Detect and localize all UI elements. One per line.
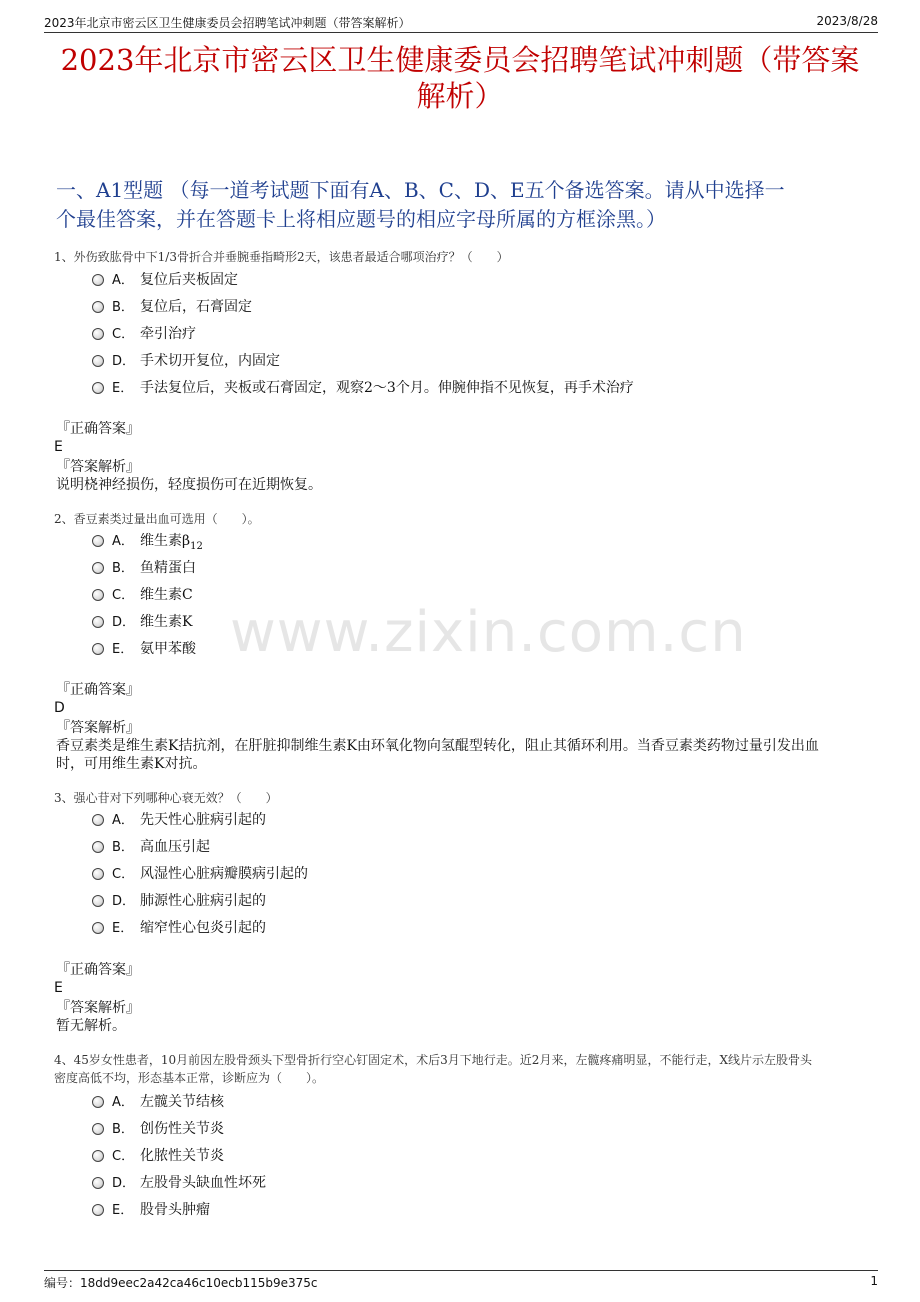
radio-icon[interactable] — [92, 355, 104, 367]
answer-value: D — [54, 700, 65, 716]
option-e[interactable]: E． 缩窄性心包炎引起的 — [92, 918, 266, 938]
radio-icon[interactable] — [92, 382, 104, 394]
option-d[interactable]: D． 左股骨头缺血性坏死 — [92, 1173, 266, 1193]
radio-icon[interactable] — [92, 814, 104, 826]
option-e[interactable]: E． 股骨头肿瘤 — [92, 1200, 210, 1220]
option-a[interactable]: A． 先天性心脏病引起的 — [92, 810, 266, 830]
radio-icon[interactable] — [92, 535, 104, 547]
option-c[interactable]: C． 牵引治疗 — [92, 324, 196, 344]
radio-icon[interactable] — [92, 616, 104, 628]
radio-icon[interactable] — [92, 1123, 104, 1135]
document-title: 2023年北京市密云区卫生健康委员会招聘笔试冲刺题（带答案 解析） — [60, 43, 860, 113]
radio-icon[interactable] — [92, 1204, 104, 1216]
option-a[interactable]: A． 左髋关节结核 — [92, 1092, 224, 1112]
option-c[interactable]: C． 维生素C — [92, 585, 193, 605]
radio-icon[interactable] — [92, 643, 104, 655]
radio-icon[interactable] — [92, 1150, 104, 1162]
option-b[interactable]: B． 创伤性关节炎 — [92, 1119, 224, 1139]
header-doc-title: 2023年北京市密云区卫生健康委员会招聘笔试冲刺题（带答案解析） — [44, 16, 411, 30]
page-footer — [44, 1270, 878, 1291]
page-header — [44, 12, 878, 33]
radio-icon[interactable] — [92, 328, 104, 340]
radio-icon[interactable] — [92, 922, 104, 934]
answer-label: 『正确答案』 — [56, 962, 140, 978]
option-c[interactable]: C． 风湿性心脏病瓣膜病引起的 — [92, 864, 308, 884]
option-b[interactable]: B． 复位后，石膏固定 — [92, 297, 252, 317]
option-a[interactable]: A． 维生素$\beta_{12}$ — [92, 531, 203, 551]
answer-label: 『正确答案』 — [56, 421, 140, 437]
question-stem: 2、香豆素类过量出血可选用（ ）。 — [54, 512, 260, 526]
option-b[interactable]: B． 鱼精蛋白 — [92, 558, 196, 578]
explanation-text: 暂无解析。 — [56, 1018, 126, 1034]
option-d[interactable]: D． 手术切开复位，内固定 — [92, 351, 280, 371]
radio-icon[interactable] — [92, 589, 104, 601]
radio-icon[interactable] — [92, 301, 104, 313]
option-d[interactable]: D． 肺源性心脏病引起的 — [92, 891, 266, 911]
radio-icon[interactable] — [92, 562, 104, 574]
explanation-label: 『答案解析』 — [56, 720, 140, 736]
option-a[interactable]: A． 复位后夹板固定 — [92, 270, 238, 290]
answer-label: 『正确答案』 — [56, 682, 140, 698]
radio-icon[interactable] — [92, 274, 104, 286]
radio-icon[interactable] — [92, 895, 104, 907]
explanation-label: 『答案解析』 — [56, 459, 140, 475]
radio-icon[interactable] — [92, 1096, 104, 1108]
question-stem: 4、45岁女性患者，10月前因左股骨颈头下型骨折行空心钉固定术，术后3月下地行走。近2月来，左髋疼痛明显，不能行走，X线片示左股骨头 密度高低不均，形态基本正常，诊断应为（ ）。 — [54, 1053, 812, 1085]
radio-icon[interactable] — [92, 868, 104, 880]
option-c[interactable]: C． 化脓性关节炎 — [92, 1146, 224, 1166]
radio-icon[interactable] — [92, 1177, 104, 1189]
footer-code: 编号：18dd9eec2a42ca46c10ecb115b9e375c — [44, 1276, 318, 1290]
explanation-text: 说明桡神经损伤，轻度损伤可在近期恢复。 — [56, 477, 322, 493]
answer-value: E — [54, 439, 63, 455]
watermark: www.zixin.com.cn — [230, 600, 747, 665]
option-b[interactable]: B． 高血压引起 — [92, 837, 210, 857]
page-number: 1 — [870, 1274, 878, 1288]
question-stem: 3、强心苷对下列哪种心衰无效？（ ） — [54, 791, 278, 805]
option-e[interactable]: E． 手法复位后，夹板或石膏固定，观察2～3个月。伸腕伸指不见恢复，再手术治疗 — [92, 378, 634, 398]
option-e[interactable]: E． 氨甲苯酸 — [92, 639, 196, 659]
question-stem: 1、外伤致肱骨中下1/3骨折合并垂腕垂指畸形2天，该患者最适合哪项治疗？（ ） — [54, 250, 509, 264]
explanation-text: 香豆素类是维生素K拮抗剂，在肝脏抑制维生素K由环氧化物向氢醌型转化，阻止其循环利用。当香豆素类药物过量引发出血 时，可用维生素K对抗。 — [56, 738, 819, 772]
radio-icon[interactable] — [92, 841, 104, 853]
explanation-label: 『答案解析』 — [56, 1000, 140, 1016]
option-d[interactable]: D． 维生素K — [92, 612, 192, 632]
answer-value: E — [54, 980, 63, 996]
section-title: 一、A1型题 （每一道考试题下面有A、B、C、D、E五个备选答案。请从中选择一 个最佳答案，并在答题卡上将相应题号的相应字母所属的方框涂黑。） — [56, 178, 785, 231]
header-date: 2023/8/28 — [816, 14, 878, 28]
